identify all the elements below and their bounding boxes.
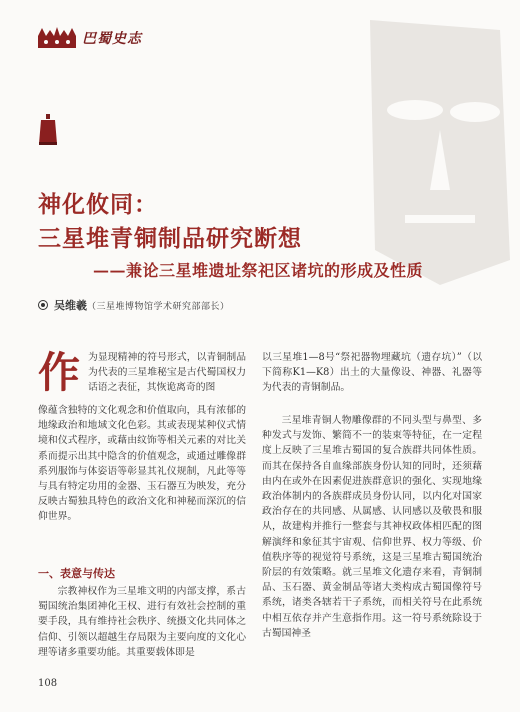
author-line <box>54 297 230 313</box>
paragraph-right-2: 三星堆青铜人物雕像群的不同头型与鼻型、多种发式与发饰、繁简不一的装束等特征，在一定程度上反映了三星堆古蜀国的复合族群共同体性质。而其在保持各自血缘部族身份认知的同时，还须藉由内在或外在因素促进族群意识的强化、实现地缘政治体制内的各族群成员身份认同，以内化对国家政治存在的共同感、从属感、认同感以及敬畏和服从，故建构并推行一整套与其神权政体相匹配的图解演绎和象征其宇宙观、信仰世界、权力等级、价值秩序等的视觉符号系统，这是三星堆古蜀国统治阶层的有效策略。就三星堆文化遗存来看，青铜制品、玉石器、黄金制品等诸大类构成古蜀国像符号系统，诸类各辖若干子系统，而相关符号在此系统中相互依存并产生意指作用。这一符号系统除设于古蜀国神圣 <box>262 415 482 639</box>
brand-title: 巴蜀史志 <box>82 31 142 47</box>
drop-cap: 作 <box>38 348 81 397</box>
paragraph-right-1: 以三星堆1—8号“祭祀器物埋藏坑（遗存坑）”（以下简称K1—K8）出土的大量像设、神器、礼器等为代表的青铜制品。 <box>262 352 482 394</box>
author-marker-icon <box>38 300 48 310</box>
bronze-bell-icon <box>38 114 58 146</box>
paragraph-intro-top: 为显现精神的符号形式，以青铜制品为代表的三星堆秘宝是古代蜀国权力话语之表征，其恢诡离奇的图 <box>88 352 246 394</box>
article-title-line1: 神化攸同： <box>38 191 158 218</box>
article-title-line2: 三星堆青铜制品研究断想 <box>38 225 302 252</box>
page-number: 108 <box>38 678 58 689</box>
crown-logo-icon <box>36 26 78 50</box>
author-affiliation: （三星堆博物馆学术研究部部长） <box>87 302 230 312</box>
author-name: 吴维羲 <box>54 299 87 312</box>
bronze-mask-watermark-icon <box>350 0 520 290</box>
section-heading: 一、表意与传达 <box>38 567 115 580</box>
paragraph-intro-rest: 像蕴含独特的文化观念和价值取向，具有浓郁的地缘政治和地域文化色彩。其或表现某种仪式情境和仪式程序，或藉由纹饰等相关元素的对比关系而提示出其中隐含的价值观念，或通过雕像群系列服饰与体姿语等彰显其礼仪规制，凡此等等与具有特定功用的金器、玉石器互为映发，充分反映古蜀独具特色的政治文化和神秘而深沉的信仰世界。 <box>38 405 246 523</box>
article-subtitle: ——兼论三星堆遗址祭祀区诸坑的形成及性质 <box>93 261 424 280</box>
paragraph-section1: 宗教神权作为三星堆文明的内部支撑，系古蜀国统治集团神化王权、进行有效社会控制的重要手段，具有维持社会秩序、统摄文化共同体之信仰、引领以超越生存局限为主要向度的文化心理等诸多重要功能。其重要载体即是 <box>38 586 246 658</box>
